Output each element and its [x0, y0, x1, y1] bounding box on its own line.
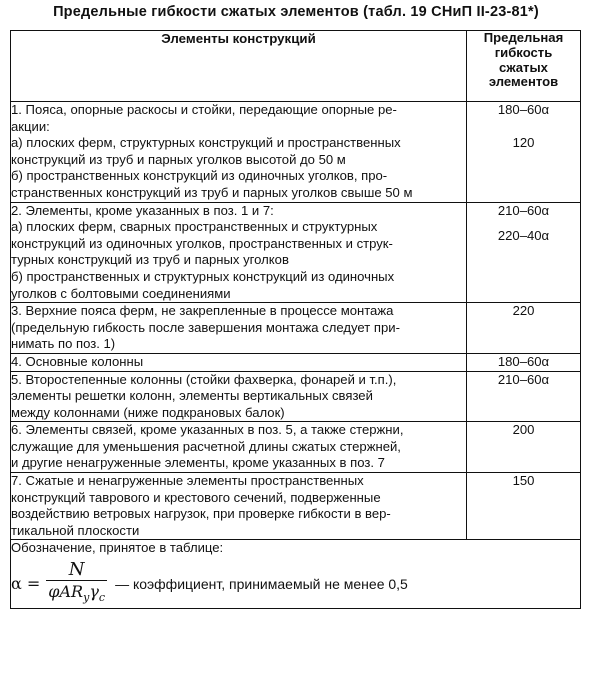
- row-value: [467, 102, 581, 203]
- text-line: 2. Элементы, кроме указанных в поз. 1 и 7:: [11, 202, 274, 218]
- text-line: б) пространственных конструкций из одиночных уголков, про-: [11, 168, 388, 184]
- table-row: [11, 371, 581, 422]
- text-line: конструкций таврового и крестового сечений, подверженные: [11, 489, 381, 505]
- text-line: конструкций из труб и парных уголков высотой до 50 м: [11, 151, 346, 167]
- text-line: воздействию ветровых нагрузок, при проверке гибкости в вер-: [11, 506, 391, 522]
- value-line: 210–60α: [497, 202, 550, 218]
- text-line: тикальной плоскости: [11, 522, 140, 538]
- text-line: турных конструкций из труб и парных уголков: [11, 252, 289, 268]
- text-line: б) пространственных и структурных конструкций из одиночных: [11, 268, 395, 284]
- table-row: [11, 202, 581, 303]
- formula-description: — коэффициент, принимаемый не менее 0,5: [115, 575, 408, 592]
- header-elements: Элементы конструкций: [11, 31, 467, 102]
- notation-row: [11, 540, 581, 609]
- text-line: и другие ненагруженные элементы, кроме указанных в поз. 7: [11, 455, 385, 471]
- text-line: между колоннами (ниже подкрановых балок): [11, 404, 285, 420]
- text-line: конструкций из одиночных уголков, пространственных и струк-: [11, 235, 393, 251]
- row-value: 150: [467, 473, 581, 540]
- table-title: Предельные гибкости сжатых элементов (табл. 19 СНиП II-23-81*): [53, 4, 539, 20]
- slenderness-table: [10, 30, 581, 609]
- header-limit-slenderness: [467, 31, 581, 102]
- text-line: 1. Пояса, опорные раскосы и стойки, передающие опорные ре-: [11, 102, 397, 117]
- row-value: 210–60α: [467, 371, 581, 422]
- row-value: 220: [467, 303, 581, 354]
- row-description: [11, 473, 467, 540]
- table-row: [11, 303, 581, 354]
- row-description: [11, 303, 467, 354]
- value-line: 180–60α: [497, 102, 550, 117]
- row-value: 180–60α: [467, 353, 581, 371]
- header-line: Предельная: [483, 30, 564, 45]
- row-value: [467, 202, 581, 303]
- text-line: 4. Основные колонны: [11, 353, 144, 369]
- denominator-main: φAR: [48, 582, 84, 602]
- formula-denominator: [46, 580, 107, 608]
- text-line: уголков с болтовыми соединениями: [11, 285, 231, 301]
- text-line: 7. Сжатые и ненагруженные элементы пространственных: [11, 473, 364, 489]
- row-description: [11, 353, 467, 371]
- value-line: 220–40α: [497, 228, 550, 244]
- row-description: [11, 202, 467, 303]
- notation-cell: [11, 540, 581, 609]
- text-line: странственных конструкций из труб и парных уголков свыше 50 м: [11, 184, 413, 200]
- table-row: [11, 353, 581, 371]
- denominator-gamma: γ: [89, 582, 99, 602]
- table-row: [11, 102, 581, 203]
- text-line: а) плоских ферм, структурных конструкций и пространственных: [11, 135, 401, 151]
- notation-intro: Обозначение, принятое в таблице:: [11, 540, 224, 556]
- formula-lhs: α =: [11, 573, 41, 593]
- formula-numerator: N: [68, 559, 85, 581]
- header-line: элементов: [488, 74, 559, 90]
- text-line: элементы решетки колонн, элементы вертикальных связей: [11, 388, 373, 404]
- text-line: а) плоских ферм, сварных пространственных и структурных: [11, 219, 378, 235]
- row-description: [11, 102, 467, 203]
- table-header-row: [11, 31, 581, 102]
- row-value: 200: [467, 422, 581, 473]
- text-line: акции:: [11, 118, 50, 134]
- denominator-sub-c: c: [98, 591, 106, 605]
- text-line: 6. Элементы связей, кроме указанных в поз. 5, а также стержни,: [11, 422, 404, 438]
- table-row: [11, 422, 581, 473]
- row-description: [11, 371, 467, 422]
- header-line: гибкость: [494, 44, 553, 60]
- text-line: нимать по поз. 1): [11, 336, 116, 352]
- denominator-sub-y: y: [83, 591, 90, 605]
- text-line: служащие для уменьшения расчетной длины сжатых стержней,: [11, 438, 401, 454]
- text-line: 3. Верхние пояса ферм, не закрепленные в процессе монтажа: [11, 303, 394, 319]
- header-line: сжатых: [499, 59, 548, 75]
- alpha-formula: [11, 560, 580, 608]
- text-line: 5. Второстепенные колонны (стойки фахверка, фонарей и т.п.),: [11, 371, 397, 387]
- formula-fraction: [46, 560, 107, 608]
- text-line: (предельную гибкость после завершения монтажа следует при-: [11, 319, 400, 335]
- table-row: [11, 473, 581, 540]
- row-description: [11, 422, 467, 473]
- value-line: 120: [512, 135, 535, 151]
